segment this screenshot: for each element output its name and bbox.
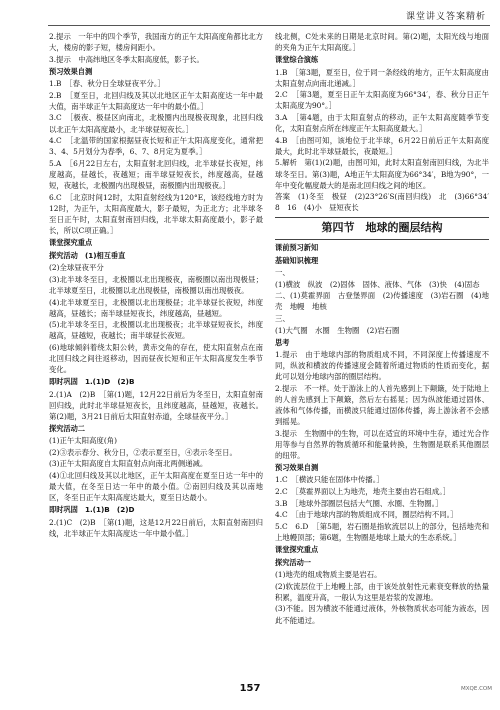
answer-line: 6.C ［北京时间12时，太阳直射经线为120°E，该经线地方时为12时，为正午，太阳高度最大，影子最短，为正北方；北半球冬至日正午时，太阳直射南回归线，北半球太阳高度最小，影子最长，所以C项正确。］ (49, 192, 263, 236)
answer-line: 3.提示 生物圈中的生物，可以在适宜的环境中生存，通过光合作用等参与自然界的物质循环和能量转换，生物圈是联系其他圈层的纽带。 (275, 428, 489, 460)
answer-line: 一、 (275, 268, 290, 278)
section-label: 预习效果自测 (49, 66, 93, 76)
answer-line: 5.A ［6月22日左右，太阳直射北回归线，北半球昼长夜短，纬度越高，昼越长，夜越短；南半球昼短夜长，纬度越高，昼越短，夜越长，北极圈内出现极昼，南极圈内出现极夜。］ (49, 158, 263, 191)
answer-line: 答案 (1)冬至 极昼 (2)23°26′S(南回归线) 北 (3)66°34′ 8 16 (4)小 昼短夜长 (275, 192, 497, 213)
answer-line: 1.C ［横波只能在固体中传播。］ (275, 475, 384, 485)
right-column (275, 31, 497, 673)
answer-line: 2.提示 一年中的四个季节，我国南方的正午太阳高度角都比北方大，楼房的影子短，楼房间距小。 (49, 32, 263, 53)
answer-line: (3)不能。因为横波不能通过液体，外核物质状态可能为液态，因此不能通过。 (275, 604, 489, 625)
header-title: 课堂讲义答案精析 (405, 12, 486, 22)
answer-line: 3.C ［极夜、极昼区向南北，北极圈内出现极夜现象，北回归线以北正午太阳高度最小，北半球昼短夜长。］ (49, 113, 263, 134)
answer-line: 3.B ［地球外部圈层包括大气圈、水圈、生物圈。］ (275, 498, 443, 508)
answer-line: (1)正午太阳高度(角) (49, 436, 117, 446)
section-label: 探究活动二 (49, 423, 85, 433)
section-label: 探究活动 (1)相互垂直 (49, 250, 126, 260)
answer-line: (2)全球昼夜平分 (49, 263, 104, 273)
answer-line: (2)③表示春分、秋分日，②表示夏至日，④表示冬至日。 (49, 447, 237, 457)
answer-line: (4)北半球夏至日，北极圈以北出现极昼；北半球昼长夜短，纬度越高，昼越长；南半球昼短夜长，纬度越高，昼越短。 (49, 297, 263, 318)
answer-line: 1.B ［第3题，夏至日，位于同一条经线的地方，正午太阳高度由太阳直射点向南北递减。］ (275, 67, 489, 88)
answer-line: 2.B ［夏至日，北回归线及其以北地区正午太阳高度达一年中最大值，南半球正午太阳高度达一年中的最小值。］ (49, 90, 263, 111)
answer-line: 5.C 6.D ［第5题，岩石圈是指软流层以上的部分，包括地壳和上地幔顶部；第6题，生物圈是地球上最大的生态系统。］ (275, 521, 489, 542)
section-label: 即时巩固 1.(1)D (2)B (49, 377, 135, 387)
section-title: 第四节 地球的圈层结构 (275, 217, 489, 240)
section-label: 思考 (275, 337, 290, 347)
watermark-logo: MXQE.COM (461, 686, 492, 692)
answer-line: (1)横波 纵波 (2)固体 固体、液体、气体 (3)快 (4)固态 (275, 279, 480, 289)
section-label: 课前预习新知 (275, 242, 319, 252)
section-label: 课堂探究重点 (49, 238, 93, 248)
content-columns (49, 31, 497, 673)
answer-line: 4.C ［北温带的国家根据昼夜长短和正午太阳高度变化，通常把3、4、5月划分为春季，6、7、8月定为夏季。］ (49, 136, 263, 157)
section-label: 课堂综合演练 (275, 55, 319, 65)
page-number: 157 (239, 683, 261, 694)
answer-line: 二、(1)莫霍界面 古登堡界面 (2)传播速度 (3)岩石圈 (4)地壳 地幔 地核 (275, 291, 489, 312)
answer-line: 4.C ［由于地球内部的物质组成不同，圈层结构不同。］ (275, 510, 458, 520)
section-label: 探究活动一 (275, 557, 311, 567)
answer-line: 1.B ［春、秋分日全球昼夜平分。］ (49, 79, 165, 89)
answer-line: 5.解析 第(1)(2)题，由图可知，此时太阳直射南回归线，为北半球冬至日。第(3)题，A地正午太阳高度为66°34′，B地为90°，一年中变化幅度最大的是南北回归线之间的地区。 (275, 158, 489, 190)
answer-line: 1.提示 由于地球内部的物质组成不同，不同深度上传播速度不同，纵波和横波的传播速度会随着所通过物质的性质而变化，据此可以划分地球内部的圈层结构。 (275, 349, 489, 382)
answer-line: 3.A ［第4题，由于太阳直射点的移动，正午太阳高度随季节变化，太阳直射点所在纬度正午太阳高度最大。］ (275, 112, 489, 134)
answer-line: (3)北半球冬至日，北极圈以北出现极夜，南极圈以南出现极昼；北半球夏至日，北极圈以北出现极昼，南极圈以南出现极夜。 (49, 274, 263, 295)
section-label: 预习效果自测 (275, 463, 319, 473)
answer-line: 2.C ［第3题，夏至日正午太阳高度为66°34′，春、秋分日正午太阳高度为90°。］ (275, 90, 489, 111)
answer-line: (1)大气圈 水圈 生物圈 (2)岩石圈 (275, 325, 400, 335)
answer-line: 4.B ［由图可知，该地位于北半球，6月22日前后正午太阳高度最大，此时北半球昼最长，夜最短。］ (275, 135, 489, 156)
right-column-top (275, 31, 497, 213)
section-label: 基础知识梳理 (275, 255, 319, 265)
right-column-bottom (275, 243, 489, 626)
header-rule (48, 25, 490, 26)
answer-line: 3.提示 中高纬地区冬季太阳高度低，影子长。 (49, 54, 204, 64)
answer-line: (3)正午太阳高度自太阳直射点向南北两侧递减。 (49, 459, 208, 469)
answer-line: (1)地壳的组成物质主要是岩石。 (275, 570, 382, 580)
answer-line: 2.(1)A (2)B ［第(1)题，12月22日前后为冬至日，太阳直射南回归线，此时北半球昼短夜长，且纬度越高，昼越短，夜越长。第(2)题，3月21日前后太阳直射赤道，全球昼夜平分。］ (49, 389, 263, 421)
answer-line: (5)北半球冬至日，北极圈以北出现极夜；北半球昼短夜长，纬度越高，昼越短，夜越长；南半球昼长夜短。 (49, 320, 263, 341)
section-label: 即时巩固 1.(1)B (2)D (49, 505, 135, 515)
answer-line: 线北侧，C处未来的日期是北京时间。第(2)题，太阳光线与地面的夹角为正午太阳高度。］ (275, 32, 489, 53)
section-label: 课堂探究重点 (275, 545, 319, 555)
answer-line: 2.提示 不一样。处于游泳上的人首先感到上下颠簸，处于陆地上的人首先感到上下颠簸，然后左右摇晃；因为纵波能通过固体、液体和气体传播，而横波只能通过固体传播，海上游泳者不会感到摇晃。 (275, 383, 489, 427)
answer-line: (4)①北回归线及其以北地区，正午太阳高度在夏至日达一年中的最大值，在冬至日达一年中的最小值。②南回归线及其以南地区，冬至日正午太阳高度达最大，夏至日达最小。 (49, 471, 263, 503)
answer-line: 三、 (275, 313, 290, 323)
answer-line: (6)地球倾斜着绕太阳公转，黄赤交角的存在，使太阳直射点在南北回归线之间往返移动，因而昼夜长短和正午太阳高度发生季节变化。 (49, 343, 263, 375)
answer-line: 2.C ［莫霍界面以上为地壳，地壳主要由岩石组成。］ (275, 486, 451, 496)
answer-line: (2)软流层位于上地幔上部，由于该处放射性元素衰变释放的热量积累，温度升高，一般认为这里是岩浆的发源地。 (275, 581, 489, 602)
answer-line: 2.(1)C (2)B ［第(1)题，这是12月22日前后，太阳直射南回归线，北半球正午太阳高度达一年中最小值。］ (49, 517, 263, 538)
left-column (49, 31, 263, 673)
